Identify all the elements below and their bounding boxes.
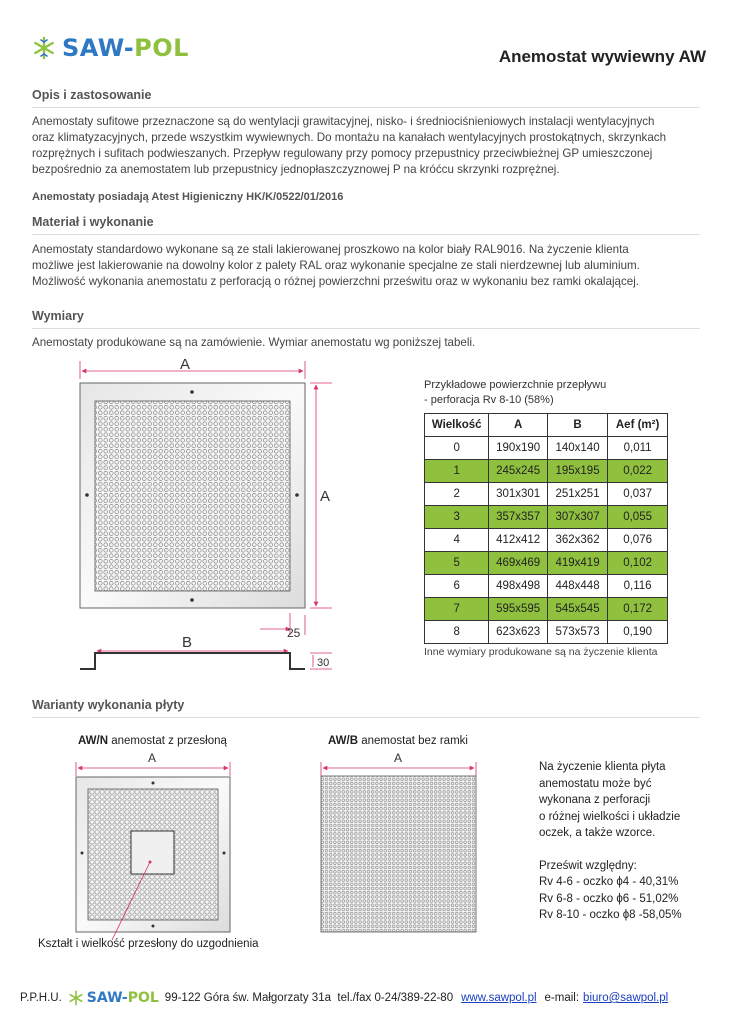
mounting-hole	[190, 390, 194, 394]
opis-line: Anemostaty sufitowe przeznaczone są do wentylacji grawitacyjnej, nisko- i średniociśnieniowych instalacji wentylacyjnych	[32, 115, 655, 128]
label-a-side: A	[320, 488, 331, 505]
side-text-line: wykonana z perforacji	[539, 794, 651, 806]
section-heading-material: Materiał i wykonanie	[32, 215, 154, 229]
footer-company-prefix: P.P.H.U.	[20, 992, 62, 1004]
footer-email-label: e-mail:	[544, 992, 580, 1004]
cell-a: 301x301	[489, 483, 547, 506]
side-text-line: oczek, a także wzorce.	[539, 827, 656, 839]
variant-awb-code: AW/B	[328, 735, 359, 747]
table-row	[425, 506, 668, 529]
label-30: 30	[317, 657, 330, 669]
przeswit-line: Rv 6-8 - oczko ϕ6 - 51,02%	[539, 892, 679, 905]
variant-awb-desc: anemostat bez ramki	[358, 735, 468, 747]
footer-brand-dash: -	[121, 990, 128, 1006]
cell-size: 5	[425, 552, 489, 575]
cell-a: 412x412	[489, 529, 547, 552]
cell-b: 251x251	[547, 483, 607, 506]
cell-size: 0	[425, 437, 489, 460]
variant-awn-drawing	[72, 752, 242, 942]
variant-awb-drawing	[316, 752, 486, 942]
cell-aef: 0,116	[608, 575, 668, 598]
label-a-top: A	[180, 356, 191, 373]
mounting-hole	[295, 493, 299, 497]
cell-a: 190x190	[489, 437, 547, 460]
cell-aef: 0,055	[608, 506, 668, 529]
footer-brand-pol: POL	[127, 990, 159, 1006]
cell-size: 1	[425, 460, 489, 483]
cell-size: 7	[425, 598, 489, 621]
side-text-line: anemostatu może być	[539, 777, 652, 790]
col-header-aef: Aef (m²)	[608, 414, 668, 437]
variant-side-text	[539, 759, 682, 924]
col-header-b: B	[547, 414, 607, 437]
footer-brand-saw: SAW	[86, 990, 122, 1006]
section-heading-warianty: Warianty wykonania płyty	[32, 698, 185, 712]
section-divider	[32, 328, 700, 329]
awb-label-a: A	[394, 751, 403, 765]
opis-line: oraz klimatyzacyjnych, przede wszystkim wywiewnych. Do montażu na kanałach wentylacyjnych prostokątnych, skrzynkach	[32, 131, 667, 144]
shutter-leader-dot	[149, 861, 152, 864]
snowflake-icon	[32, 36, 56, 60]
cell-b: 448x448	[547, 575, 607, 598]
brand-dash: -	[123, 34, 135, 62]
variant-awb-title	[328, 735, 468, 747]
mounting-hole	[223, 852, 226, 855]
material-line: Anemostaty standardowo wykonane są ze stali lakierowanej proszkowo na kolor biały RAL9016. Na życzenie klienta	[32, 243, 629, 256]
cell-a: 357x357	[489, 506, 547, 529]
mounting-hole	[152, 925, 155, 928]
table-row	[425, 552, 668, 575]
footer	[20, 990, 668, 1006]
section-divider	[32, 107, 700, 108]
table-row	[425, 483, 668, 506]
section-heading-opis: Opis i zastosowanie	[32, 88, 152, 102]
cell-aef: 0,022	[608, 460, 668, 483]
przeswit-line: Rv 8-10 - oczko ϕ8 -58,05%	[539, 909, 682, 921]
cell-b: 307x307	[547, 506, 607, 529]
cell-aef: 0,011	[608, 437, 668, 460]
col-header-a: A	[489, 414, 547, 437]
side-text-line: o różnej wielkości i układzie	[539, 810, 681, 823]
brand-saw: SAW	[62, 34, 124, 62]
section-divider	[32, 234, 700, 235]
table-row	[425, 598, 668, 621]
material-paragraph	[32, 242, 700, 290]
shutter-note: Kształt i wielkość przesłony do uzgodnienia	[38, 938, 259, 950]
cell-b: 545x545	[547, 598, 607, 621]
variant-awn-title	[78, 735, 227, 747]
cell-size: 3	[425, 506, 489, 529]
mounting-hole	[190, 598, 194, 602]
opis-line: bezpośrednio za anemostatem lub przepustnicy jednopłaszczyznowej P na króćcu skrzynki rozprężnej.	[32, 163, 560, 176]
cell-aef: 0,102	[608, 552, 668, 575]
cell-b: 195x195	[547, 460, 607, 483]
atest-note: Anemostaty posiadają Atest Higieniczny HK/K/0522/01/2016	[32, 191, 344, 203]
side-text-line: Na życzenie klienta płyta	[539, 761, 666, 773]
col-header-wielkosc: Wielkość	[425, 414, 489, 437]
table-row	[425, 437, 668, 460]
awn-shutter	[131, 831, 174, 874]
table-note: Inne wymiary produkowane są na życzenie klienta	[424, 646, 658, 658]
footer-email-link[interactable]: biuro@sawpol.pl	[583, 992, 669, 1004]
mounting-hole	[152, 782, 155, 785]
cell-size: 6	[425, 575, 489, 598]
section-divider	[32, 717, 700, 718]
cell-size: 4	[425, 529, 489, 552]
cell-b: 140x140	[547, 437, 607, 460]
footer-address: 99-122 Góra św. Małgorzaty 31a tel./fax 0-24/389-22-80	[164, 992, 454, 1004]
document-title: Anemostat wywiewny AW	[498, 47, 706, 66]
cell-aef: 0,172	[608, 598, 668, 621]
material-line: Możliwość wykonania anemostatu z perforacją o różnej powierzchni prześwitu oraz w wykonaniu bez ramki okalającej.	[32, 275, 640, 288]
variant-awn-desc: anemostat z przesłoną	[108, 735, 227, 747]
cell-aef: 0,190	[608, 621, 668, 644]
table-caption	[424, 378, 606, 408]
przeswit-line: Rv 4-6 - oczko ϕ4 - 40,31%	[539, 876, 679, 888]
mounting-hole	[81, 852, 84, 855]
snowflake-icon	[68, 990, 84, 1006]
material-line: możliwe jest lakierowanie na dowolny kolor z palety RAL oraz wykonanie specjalne ze stali nierdzewnej lub aluminium.	[32, 259, 640, 272]
opis-paragraph	[32, 114, 700, 178]
footer-brand	[87, 990, 159, 1006]
table-row	[425, 621, 668, 644]
section-heading-wymiary: Wymiary	[32, 309, 84, 323]
przeswit-heading: Prześwit względny:	[539, 859, 637, 872]
cell-b: 419x419	[547, 552, 607, 575]
cell-a: 498x498	[489, 575, 547, 598]
label-b: B	[182, 634, 193, 651]
cell-size: 8	[425, 621, 489, 644]
table-caption-line: Przykładowe powierzchnie przepływu	[424, 379, 607, 391]
wymiary-text: Anemostaty produkowane są na zamówienie. Wymiar anemostatu wg poniższej tabeli.	[32, 336, 476, 349]
cell-a: 623x623	[489, 621, 547, 644]
opis-line: rozprężnych i sufitach podwieszanych. Przepływ regulowany przy pomocy przepustnicy przeciwbieżnej GP umieszczonej	[32, 147, 653, 160]
brand-logo	[32, 34, 189, 62]
footer-website-link[interactable]: www.sawpol.pl	[461, 992, 537, 1004]
table-caption-line: - perforacja Rv 8-10 (58%)	[424, 394, 554, 406]
cell-a: 245x245	[489, 460, 547, 483]
mounting-hole	[85, 493, 89, 497]
cell-b: 573x573	[547, 621, 607, 644]
side-profile	[80, 653, 305, 669]
cell-size: 2	[425, 483, 489, 506]
perforated-panel	[95, 401, 290, 591]
cell-a: 595x595	[489, 598, 547, 621]
dimensions-table	[424, 413, 668, 644]
brand-pol: POL	[134, 34, 189, 62]
cell-a: 469x469	[489, 552, 547, 575]
awn-label-a: A	[148, 751, 157, 765]
table-row	[425, 529, 668, 552]
awb-perforated-plate	[321, 776, 476, 932]
cell-aef: 0,076	[608, 529, 668, 552]
cell-aef: 0,037	[608, 483, 668, 506]
variant-awn-code: AW/N	[78, 735, 109, 747]
label-25: 25	[287, 626, 301, 640]
table-row	[425, 575, 668, 598]
table-row	[425, 460, 668, 483]
cell-b: 362x362	[547, 529, 607, 552]
